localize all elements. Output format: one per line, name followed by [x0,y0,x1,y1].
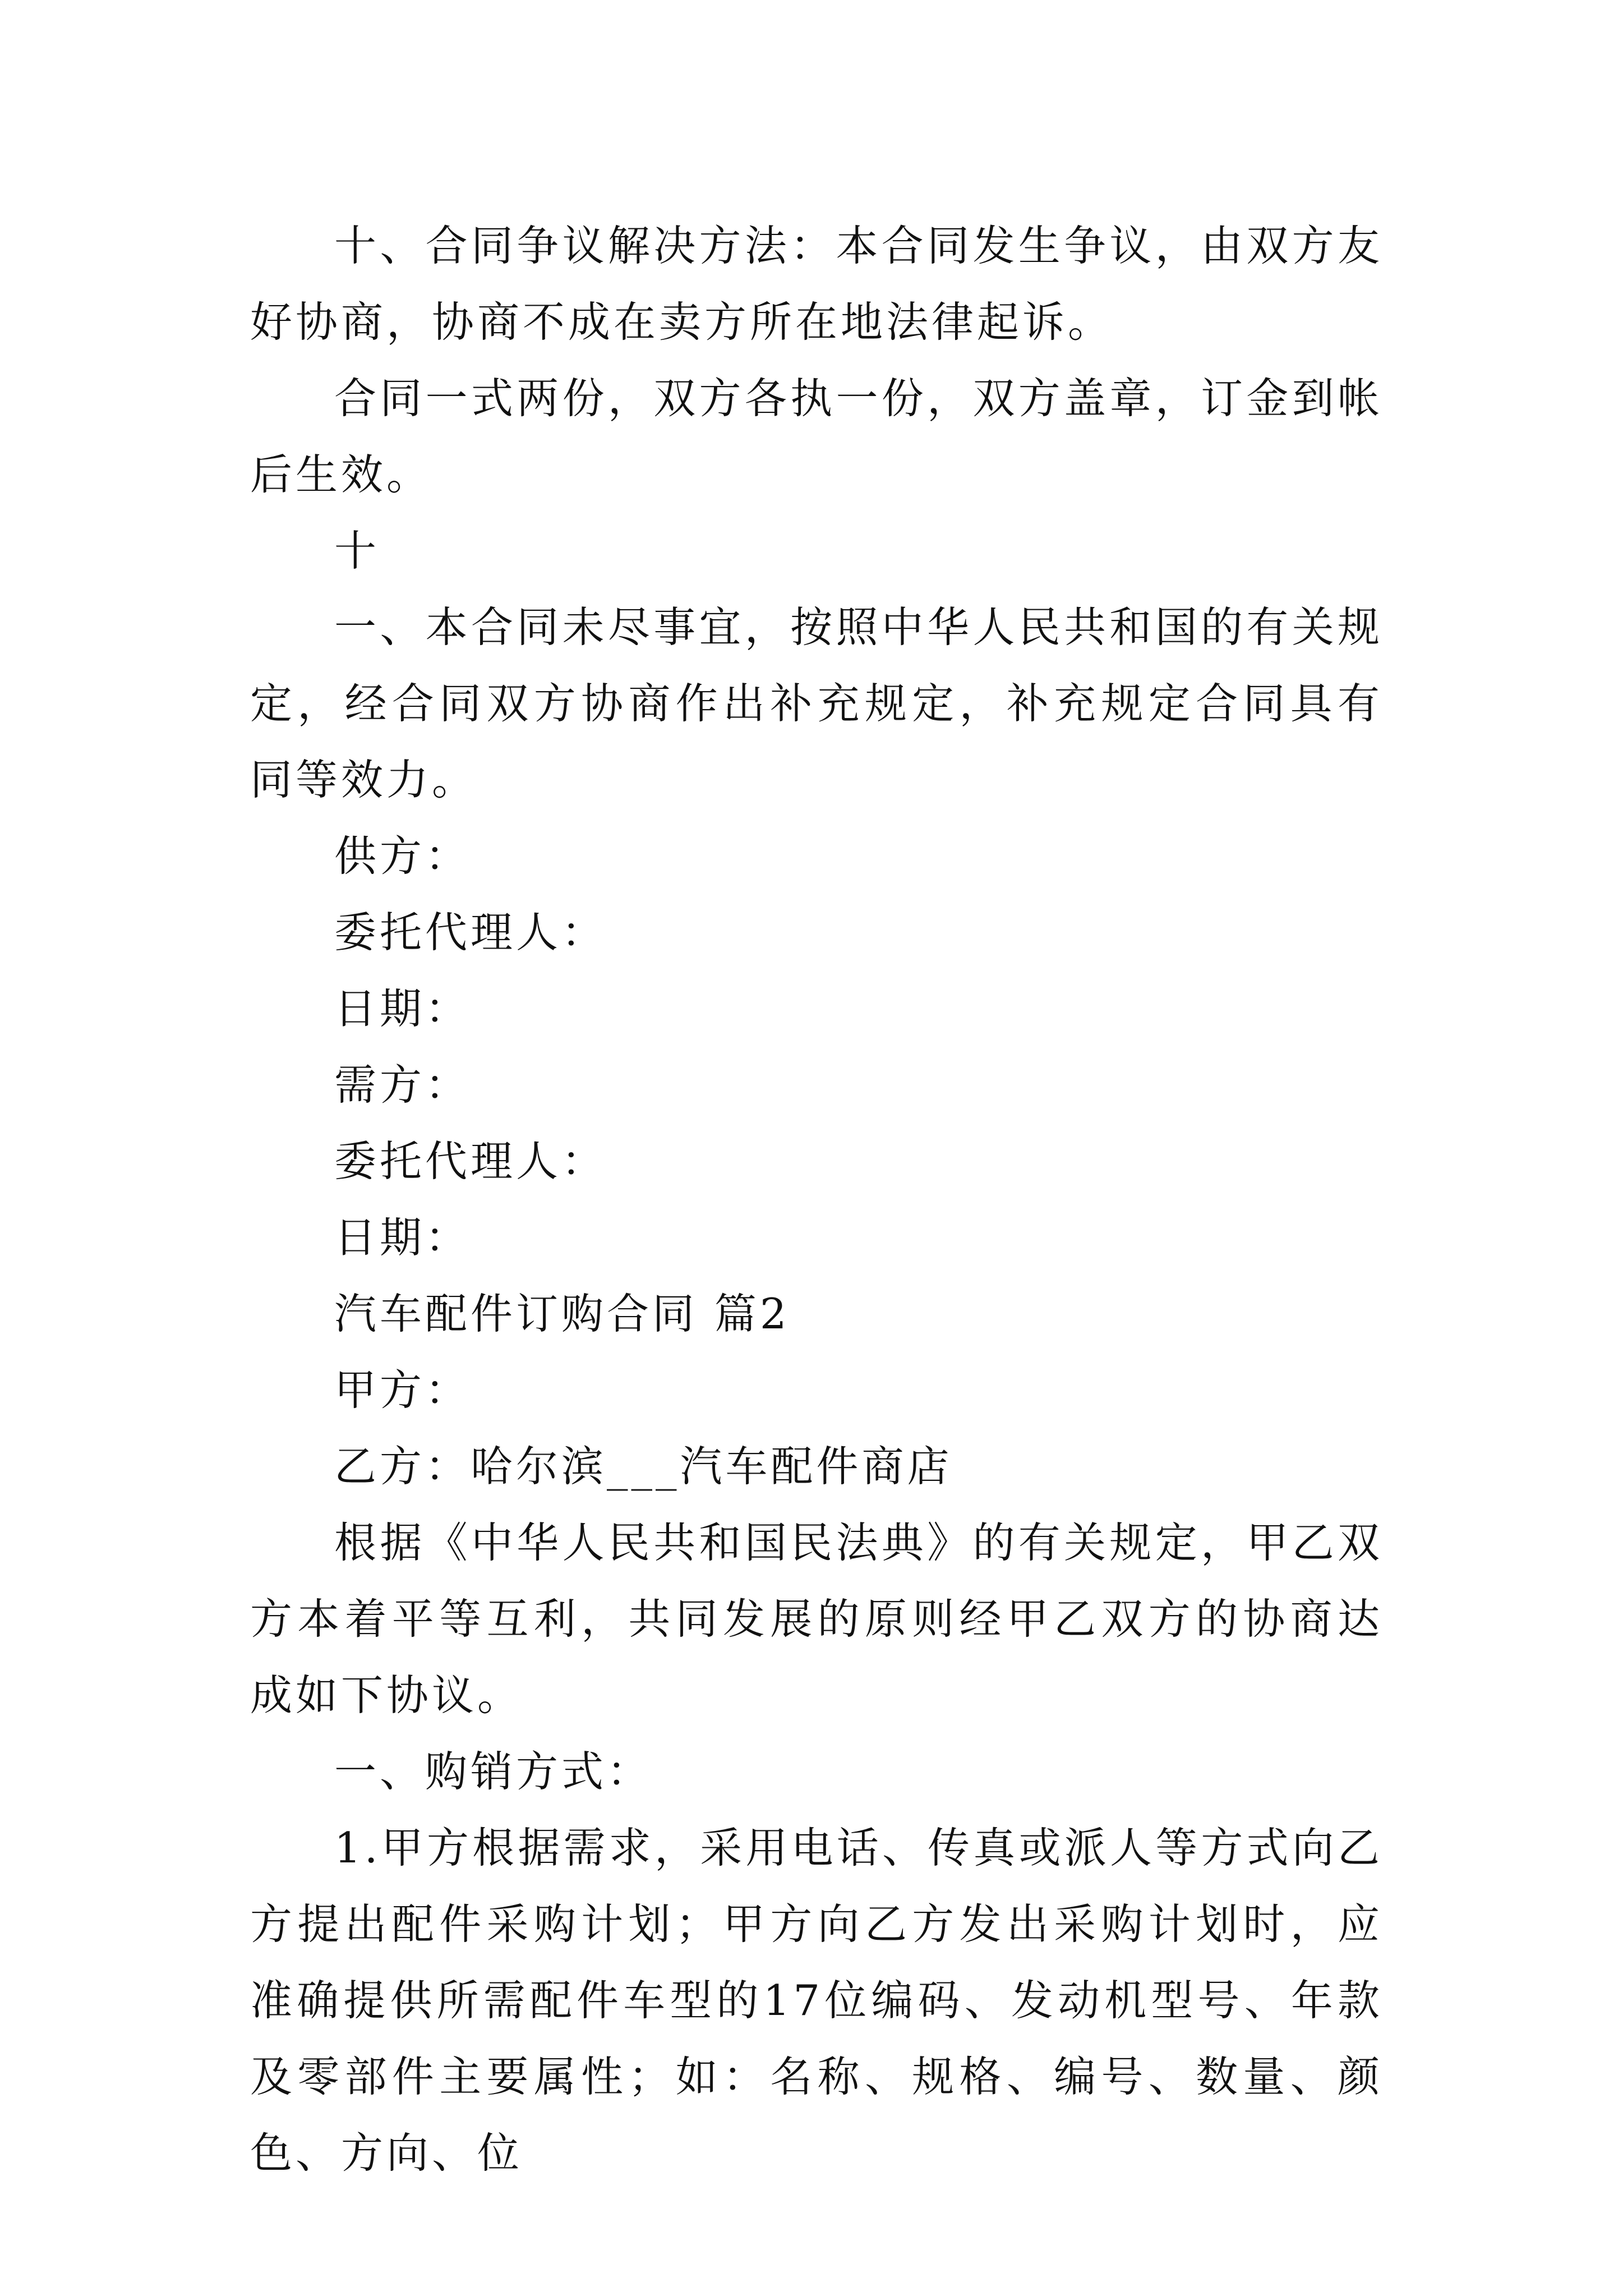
buyer-label: 需方： [334,1060,471,1110]
paragraph-dispute-resolution: 十、合同争议解决方法：本合同发生争议，由双方友好协商，协商不成在卖方所在地法律起诉。 [250,221,1383,347]
paragraph-purchase-item-1: 1.甲方根据需求，采用电话、传真或派人等方式向乙方提出配件采购计划；甲方向乙方发出采购计划时，应准确提供所需配件车型的17位编码、发动机型号、年款及零部件主要属性；如：名称、规格、编号、数量、颜色、方向、位 [250,1823,1383,2178]
supplier-date-label: 日期： [334,984,471,1033]
party-a-label: 甲方： [334,1365,471,1415]
party-b-label: 乙方：哈尔滨___汽车配件商店 [334,1442,953,1491]
supplier-label: 供方： [334,831,471,881]
buyer-agent-label: 委托代理人： [334,1137,607,1186]
paragraph-legal-basis: 根据《中华人民共和国民法典》的有关规定，甲乙双方本着平等互利，共同发展的原则经甲乙双方的协商达成如下协议。 [250,1518,1383,1720]
heading-purchase-method: 一、购销方式： [334,1747,653,1796]
paragraph-copies: 合同一式两份，双方各执一份，双方盖章，订金到帐后生效。 [250,374,1383,499]
supplier-agent-label: 委托代理人： [334,908,607,957]
paragraph-supplementary: 一、本合同未尽事宜，按照中华人民共和国的有关规定，经合同双方协商作出补充规定，补充规定合同具有同等效力。 [250,602,1383,804]
section-title: 汽车配件订购合同 篇2 [334,1289,790,1338]
paragraph-numeral: 十 [334,526,380,576]
document-body [250,208,1383,2191]
buyer-date-label: 日期： [334,1213,471,1262]
